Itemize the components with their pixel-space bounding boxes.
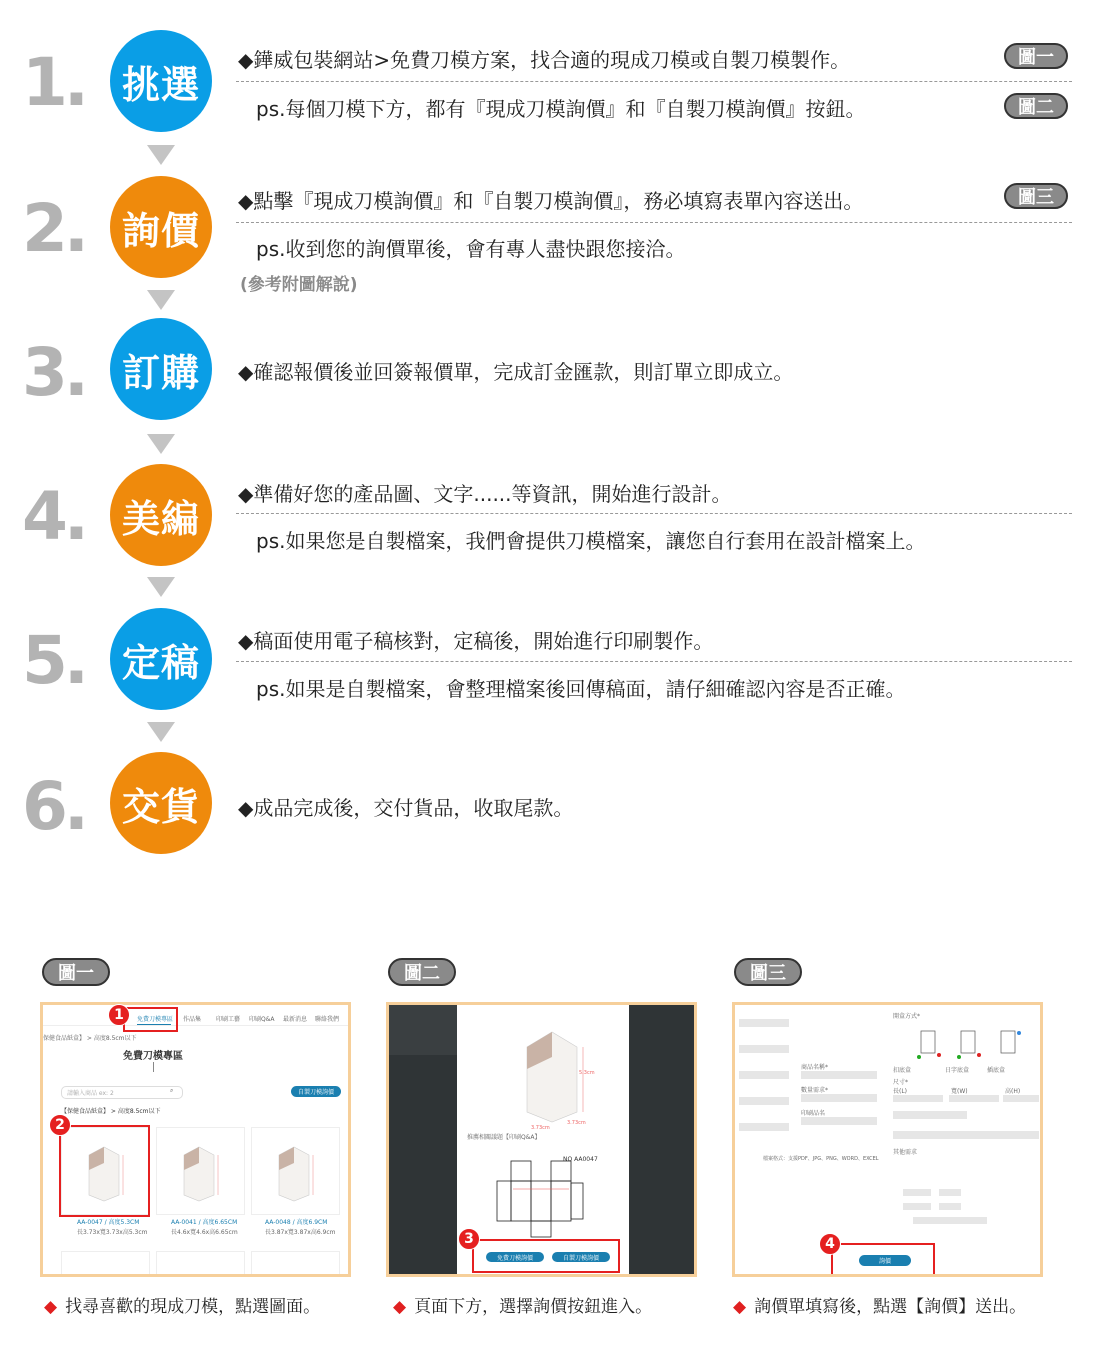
dimension-label: 5.3cm [579, 1070, 595, 1076]
badge-fig1[interactable]: 圖一 [1004, 43, 1068, 69]
step-circle-5: 定稿 [110, 608, 212, 710]
step4-line2: ps.如果您是自製檔案，我們會提供刀模檔案，讓您自行套用在設計檔案上。 [256, 529, 926, 553]
box-image[interactable] [174, 1135, 224, 1205]
form-label: 數量需求* [801, 1087, 829, 1094]
highlight-buttons [472, 1239, 620, 1273]
step-circle-2: 詢價 [110, 176, 212, 278]
nav-item[interactable]: 印刷Q&A [249, 1016, 275, 1023]
step-marker-3: 3 [458, 1228, 480, 1250]
product-size: 長3.87x寬3.87x高6.9cm [265, 1229, 336, 1236]
step-circle-6: 交貨 [110, 752, 212, 854]
product-code[interactable]: AA-0048 / 高度6.9CM [265, 1219, 328, 1226]
form-label: 其他需求 [893, 1149, 918, 1156]
dim-label: 寬(W) [951, 1088, 968, 1095]
breadcrumb: 保健食品紙盒】 > 高度8.5cm以下 [43, 1035, 137, 1042]
step4-line1: ◆準備好您的產品圖、文字......等資訊，開始進行設計。 [238, 482, 732, 506]
badge-fig2[interactable]: 圖二 [1004, 93, 1068, 119]
figure-2-screenshot [386, 1002, 697, 1277]
step-marker-2: 2 [49, 1114, 71, 1136]
step2-line2: ps.收到您的詢價單後，會有專人盡快跟您接洽。 [256, 237, 686, 261]
step-circle-4: 美編 [110, 464, 212, 566]
step-number-2: 2. [22, 190, 85, 267]
nav-item[interactable]: 聯絡我們 [315, 1016, 340, 1023]
highlight-product [59, 1125, 150, 1217]
nav-item[interactable]: 印刷工藝 [216, 1016, 241, 1023]
form-label: 印刷品名 [801, 1110, 826, 1117]
section-title: 【保健食品紙盒】 > 高度8.5cm以下 [61, 1108, 161, 1115]
dim-label: 高(H) [1005, 1088, 1021, 1095]
section-title: 推薦相關議題【印刷Q&A】 [467, 1134, 541, 1141]
box-image[interactable] [269, 1135, 319, 1205]
page-title: 免費刀模專區 [123, 1051, 183, 1062]
figure-badge-3: 圖三 [734, 958, 802, 986]
form-label: 商品名稱* [801, 1064, 829, 1071]
down-arrow-icon [147, 722, 175, 742]
figure-badge-2: 圖二 [388, 958, 456, 986]
divider [236, 81, 1072, 82]
step2-note: (參考附圖解說) [240, 275, 358, 295]
figure-3-screenshot [732, 1002, 1043, 1277]
file-format-hint: 檔案格式：支援PDF、JPG、PNG、WORD、EXCEL [763, 1156, 879, 1162]
step-marker-4: 4 [819, 1233, 841, 1255]
highlight-submit [831, 1243, 935, 1277]
search-icon[interactable]: ⌕ [170, 1087, 174, 1094]
step3-line1: ◆確認報價後並回簽報價單，完成訂金匯款，則訂單立即成立。 [238, 360, 794, 384]
diamond-icon: ◆ [733, 1297, 747, 1317]
form-label: 尺寸* [893, 1079, 909, 1086]
highlight-nav [123, 1007, 178, 1032]
nav-item[interactable]: 最新消息 [283, 1016, 308, 1023]
step-circle-1: 挑選 [110, 30, 212, 132]
option-label[interactable]: 插底盒 [987, 1067, 1006, 1074]
form-label: 開盒方式* [893, 1013, 921, 1020]
step-number-3: 3. [22, 334, 85, 411]
figure-1-caption: ◆ 找尋喜歡的現成刀模，點選圖面。 [44, 1297, 321, 1317]
dimension-label: 3.73cm [567, 1120, 586, 1126]
down-arrow-icon [147, 434, 175, 454]
step1-line2: ps.每個刀模下方，都有『現成刀模詢價』和『自製刀模詢價』按鈕。 [256, 97, 866, 121]
custom-quote-button[interactable]: 自製刀模詢價 [552, 1252, 610, 1262]
dieline-diagram [489, 1153, 599, 1243]
custom-quote-button[interactable]: 自製刀模詢價 [291, 1086, 341, 1097]
diamond-icon: ◆ [44, 1297, 58, 1317]
step5-line2: ps.如果是自製檔案，會整理檔案後回傳稿面，請仔細確認內容是否正確。 [256, 677, 906, 701]
step-circle-3: 訂購 [110, 318, 212, 420]
submit-quote-button[interactable]: 詢價 [859, 1255, 911, 1266]
product-code[interactable]: AA-0041 / 高度6.65CM [171, 1219, 238, 1226]
step6-line1: ◆成品完成後，交付貨品，收取尾款。 [238, 796, 574, 820]
step-number-4: 4. [22, 478, 85, 555]
down-arrow-icon [147, 577, 175, 597]
nav-item[interactable]: 作品集 [183, 1016, 202, 1023]
step-number-1: 1. [22, 44, 85, 121]
figure-3-caption: ◆ 詢價單填寫後，點選【詢價】送出。 [733, 1297, 1027, 1317]
step-number-5: 5. [22, 622, 85, 699]
figure-1-screenshot [40, 1002, 351, 1277]
step5-line1: ◆稿面使用電子稿核對，定稿後，開始進行印刷製作。 [238, 629, 714, 653]
product-size: 長4.6x寬4.6x高6.65cm [171, 1229, 238, 1236]
search-input[interactable]: 請輸入商品 ex: 2 [67, 1090, 114, 1097]
free-quote-button[interactable]: 免費刀模詢價 [486, 1252, 544, 1262]
step-marker-1: 1 [108, 1004, 130, 1026]
badge-fig3[interactable]: 圖三 [1004, 183, 1068, 209]
step-number-6: 6. [22, 768, 85, 845]
divider [236, 513, 1072, 514]
dim-label: 長(L) [893, 1088, 908, 1095]
nav-item[interactable]: 免費刀模專區 [137, 1016, 174, 1023]
diamond-icon: ◆ [393, 1297, 407, 1317]
down-arrow-icon [147, 290, 175, 310]
step2-line1: ◆點擊『現成刀模詢價』和『自製刀模詢價』，務必填寫表單內容送出。 [238, 189, 864, 213]
divider [236, 222, 1072, 223]
option-label[interactable]: 日字底盒 [945, 1067, 970, 1074]
product-code[interactable]: AA-0047 / 高度5.3CM [77, 1219, 140, 1226]
figure-2-caption: ◆ 頁面下方，選擇詢價按鈕進入。 [393, 1297, 653, 1317]
divider [236, 661, 1072, 662]
down-arrow-icon [147, 145, 175, 165]
dimension-label: 3.73cm [531, 1125, 550, 1131]
product-size: 長3.73x寬3.73x高5.3cm [77, 1229, 148, 1236]
box-options-image[interactable] [913, 1021, 1023, 1061]
product-code: NO AA0047 [563, 1156, 598, 1163]
step1-line1: ◆鏵威包裝網站>免費刀模方案，找合適的現成刀模或自製刀模製作。 [238, 48, 851, 72]
figure-badge-1: 圖一 [42, 958, 110, 986]
option-label[interactable]: 扣底盒 [893, 1067, 912, 1074]
